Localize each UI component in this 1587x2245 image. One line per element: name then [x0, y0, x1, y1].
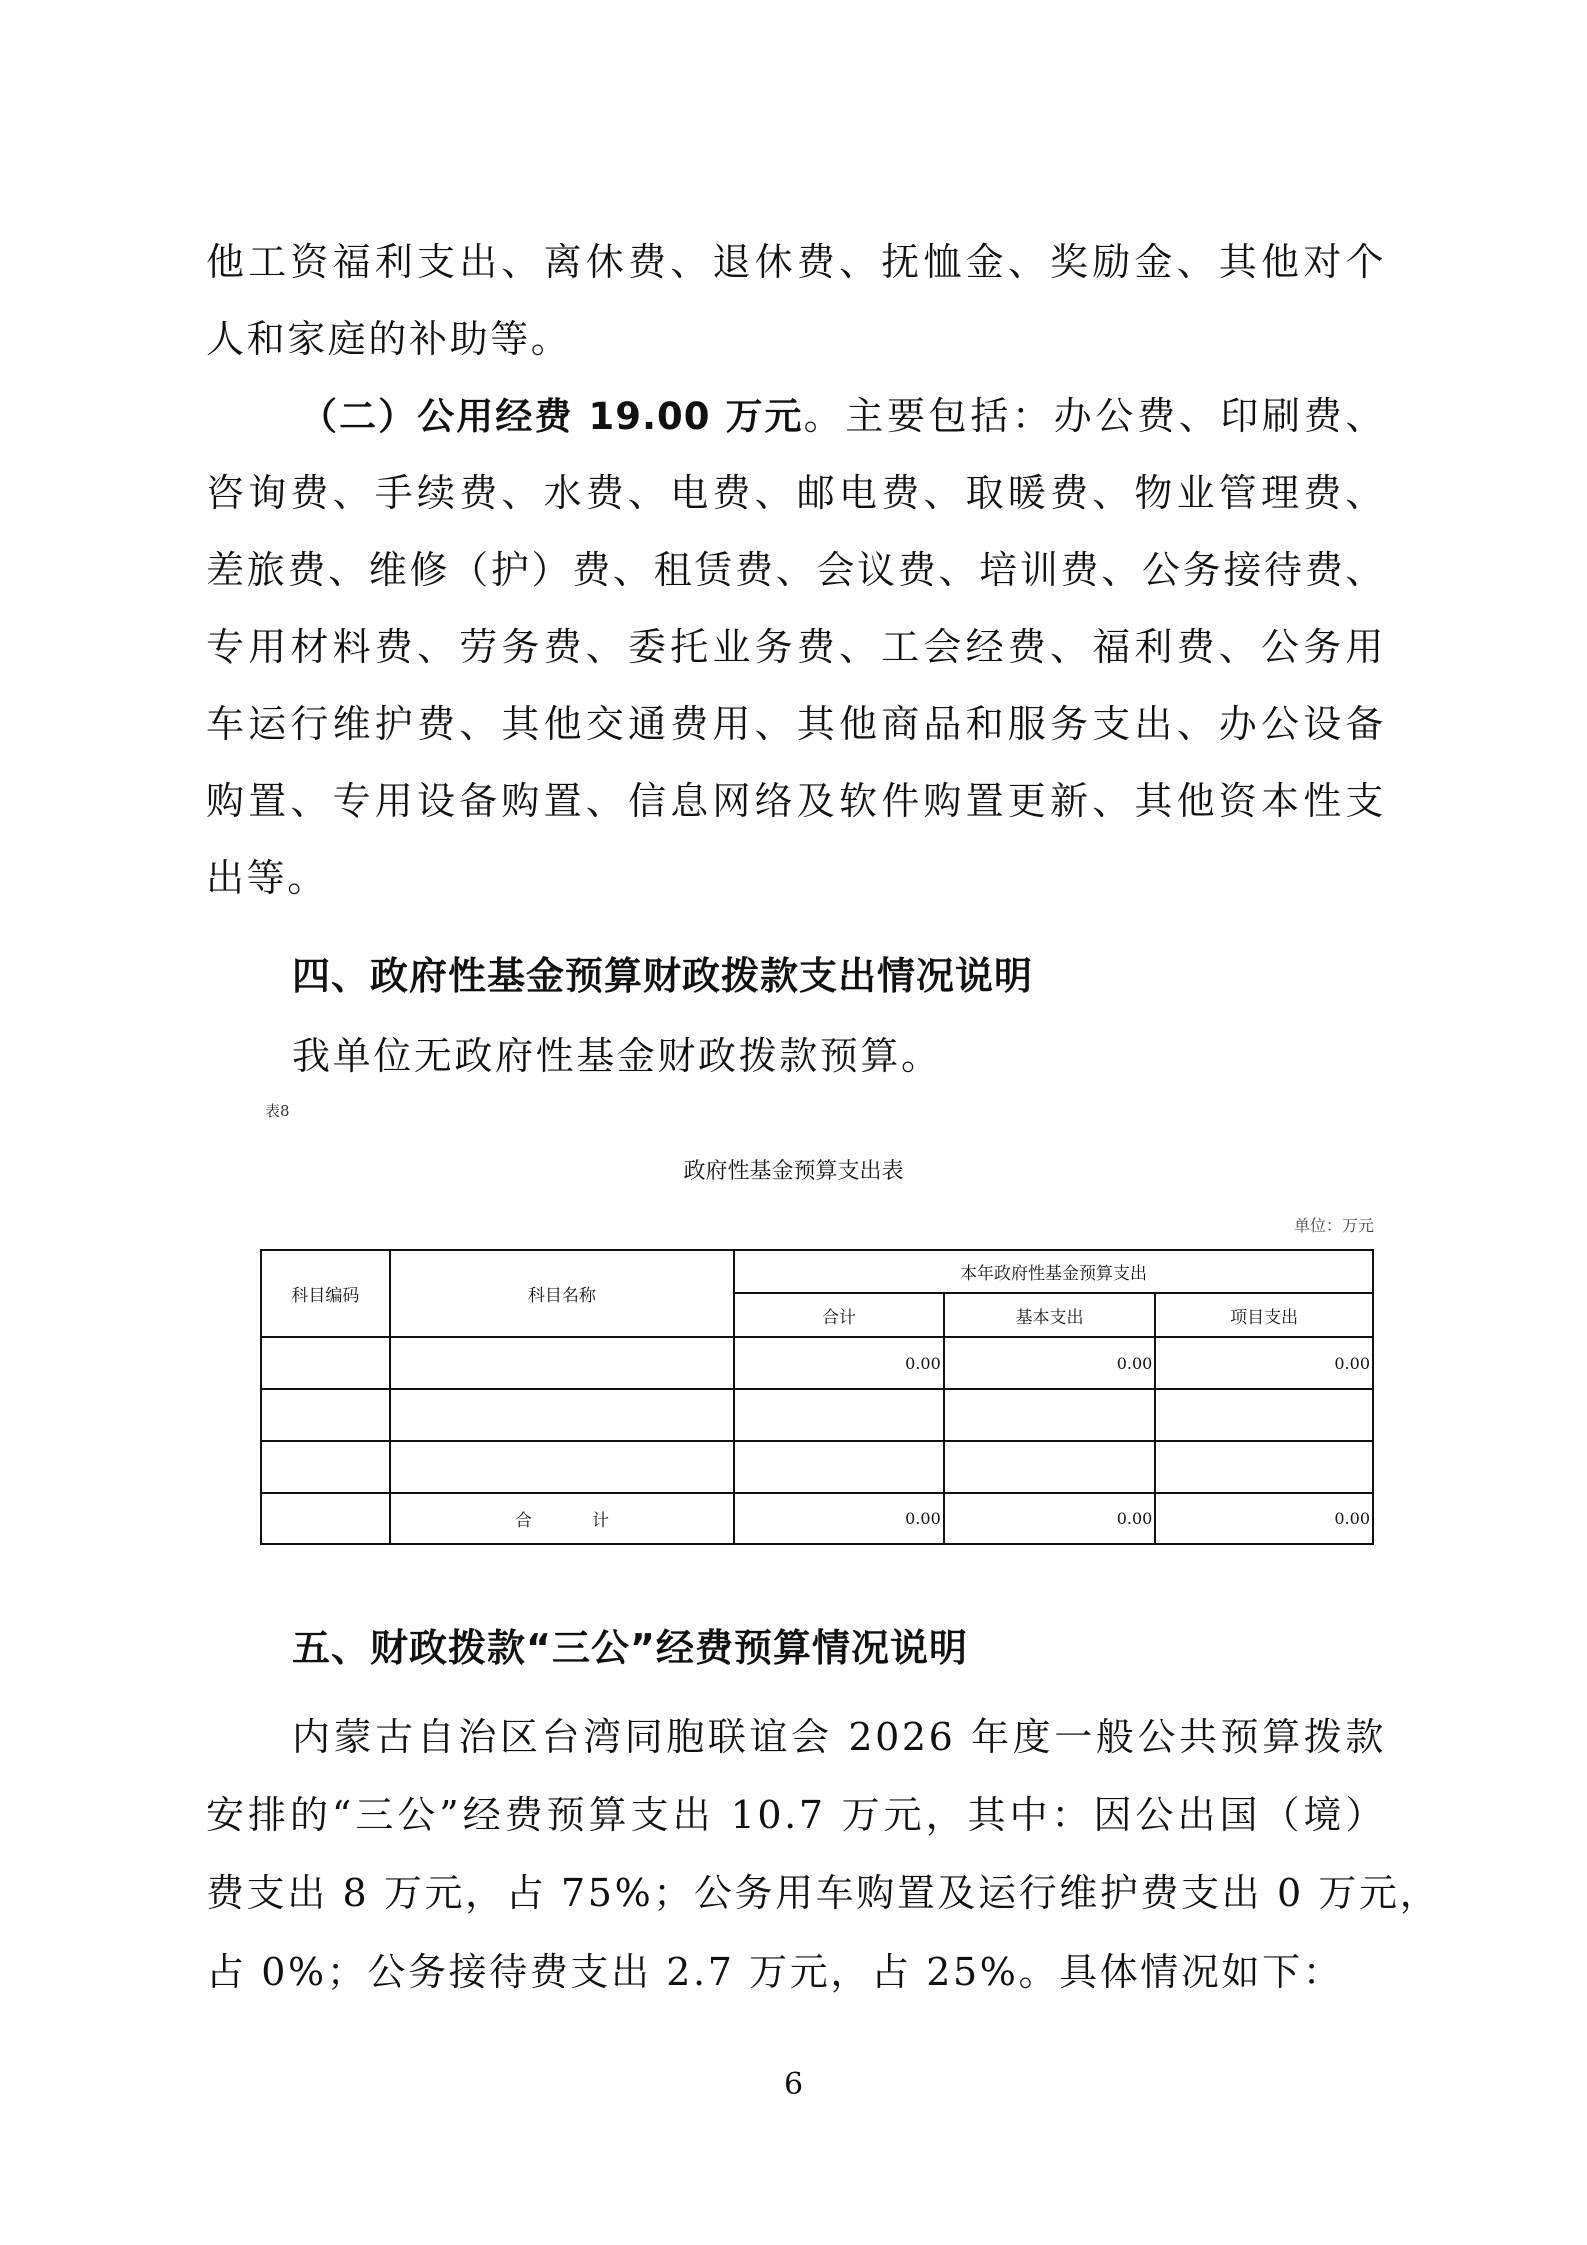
sum-basic: 0.00 [944, 1493, 1156, 1544]
cell-name [390, 1337, 734, 1389]
sum-total: 0.00 [734, 1493, 944, 1544]
sum-label-b: 计 [591, 1511, 609, 1531]
table-row [261, 1337, 1373, 1389]
section-heading: 五、财政拨款“三公”经费预算情况说明 [292, 1626, 968, 1670]
body-text-line: 车运行维护费、其他交通费用、其他商品和服务支出、办公设备 [206, 702, 1386, 746]
table-unit-label: 单位：万元 [1293, 1216, 1374, 1235]
cell-project: 0.00 [1155, 1337, 1373, 1389]
body-text-line: 安排的“三公”经费预算支出 10.7 万元，其中：因公出国（境） [206, 1793, 1386, 1837]
sum-project: 0.00 [1155, 1493, 1373, 1544]
body-text-line: 占 0%；公务接待费支出 2.7 万元，占 25%。具体情况如下： [206, 1950, 1344, 1994]
fund-budget-table [260, 1249, 1374, 1545]
body-text-line: 咨询费、手续费、水费、电费、邮电费、取暖费、物业管理费、 [206, 471, 1386, 515]
cell-total [734, 1389, 944, 1441]
sum-label-a: 合 [514, 1511, 532, 1531]
body-text-line: 费支出 8 万元，占 75%；公务用车购置及运行维护费支出 0 万元， [206, 1871, 1441, 1915]
section-heading: 四、政府性基金预算财政拨款支出情况说明 [292, 954, 1034, 998]
table-header-row [261, 1250, 1373, 1293]
body-text-line: 出等。 [206, 856, 328, 900]
header-total: 合计 [734, 1293, 944, 1337]
body-text-line: 差旅费、维修（护）费、租赁费、会议费、培训费、公务接待费、 [206, 548, 1386, 592]
header-group: 本年政府性基金预算支出 [734, 1250, 1373, 1293]
body-text-line: 他工资福利支出、离休费、退休费、抚恤金、奖励金、其他对个 [206, 240, 1386, 284]
header-basic: 基本支出 [944, 1293, 1156, 1337]
cell-name [390, 1389, 734, 1441]
cell-code [261, 1441, 390, 1493]
cell-project [1155, 1441, 1373, 1493]
cell-code [261, 1337, 390, 1389]
body-text-line: 购置、专用设备购置、信息网络及软件购置更新、其他资本性支 [206, 779, 1386, 823]
header-project: 项目支出 [1155, 1293, 1373, 1337]
header-code: 科目编码 [261, 1250, 390, 1337]
cell-basic [944, 1441, 1156, 1493]
sum-label [390, 1493, 734, 1544]
body-text-line: 内蒙古自治区台湾同胞联谊会 2026 年度一般公共预算拨款 [292, 1715, 1386, 1759]
table-sum-row [261, 1493, 1373, 1544]
table-title: 政府性基金预算支出表 [683, 1159, 904, 1184]
public-funds-lead [300, 386, 1386, 446]
table-row [261, 1389, 1373, 1441]
cell-name [390, 1441, 734, 1493]
table-number-label: 表8 [265, 1102, 290, 1120]
public-funds-bold-lead: （二）公用经费 19.00 万元 [300, 395, 804, 438]
cell-project [1155, 1389, 1373, 1441]
section-body: 我单位无政府性基金财政拨款预算。 [292, 1034, 942, 1078]
public-funds-lead-rest: 。主要包括：办公费、印刷费、 [803, 394, 1386, 438]
cell-basic [944, 1389, 1156, 1441]
cell-basic: 0.00 [944, 1337, 1156, 1389]
cell-total [734, 1441, 944, 1493]
cell-code [261, 1493, 390, 1544]
cell-total: 0.00 [734, 1337, 944, 1389]
body-text-line: 人和家庭的补助等。 [206, 317, 572, 361]
body-text-line: 专用材料费、劳务费、委托业务费、工会经费、福利费、公务用 [206, 625, 1386, 669]
table-row [261, 1441, 1373, 1493]
header-name: 科目名称 [390, 1250, 734, 1337]
cell-code [261, 1389, 390, 1441]
page-number: 6 [783, 2067, 804, 2102]
